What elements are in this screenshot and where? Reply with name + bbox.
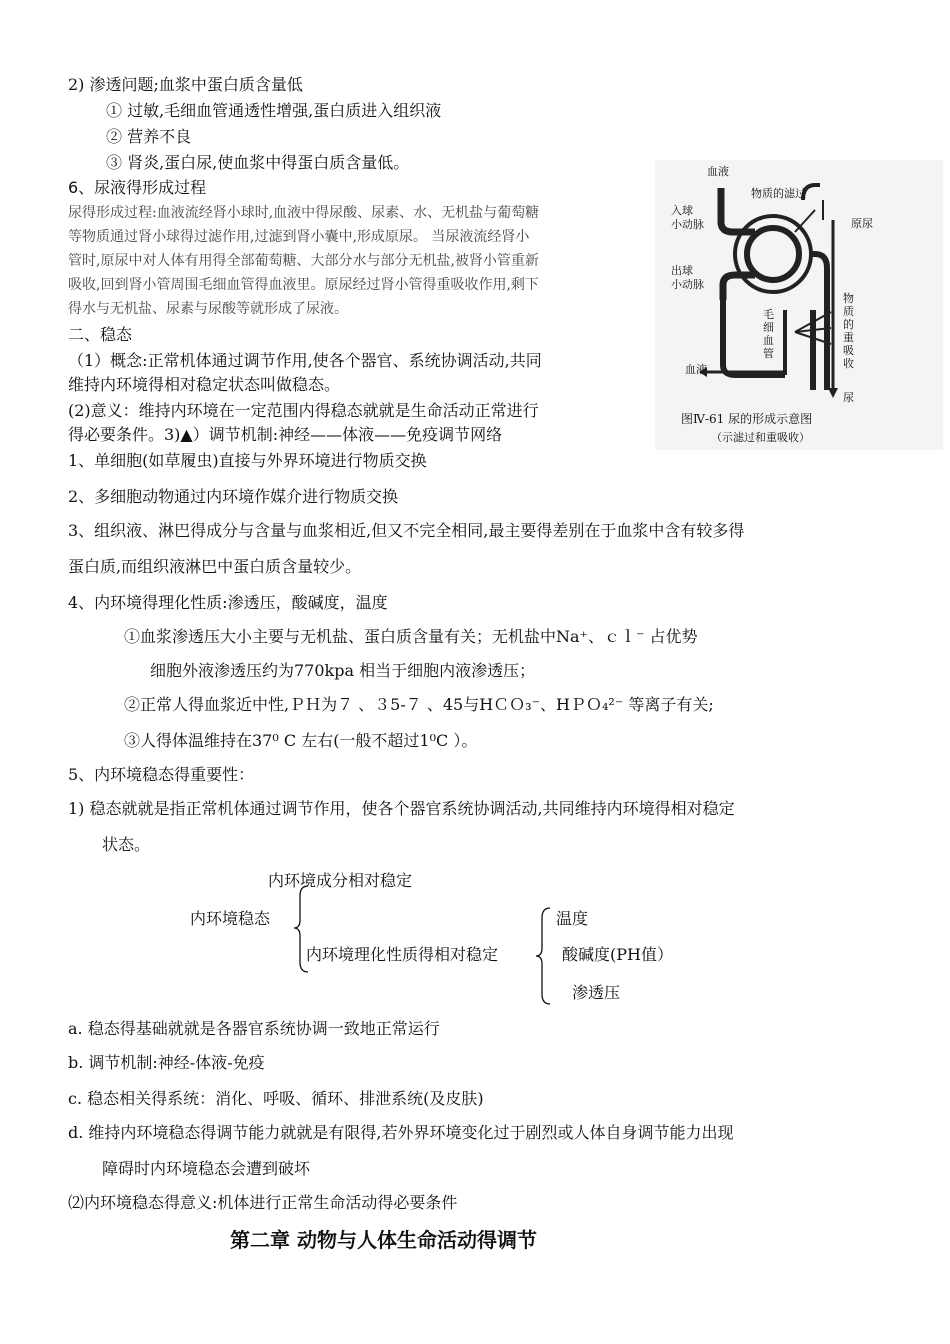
point-4-3: ③人得体温维持在37⁰ C 左右(一般不超过1⁰C ）。: [124, 731, 478, 750]
tree-brace-sub: [536, 906, 552, 1006]
osmosis-item-3: ③ 肾炎,蛋白尿,使血浆中得蛋白质含量低。: [106, 153, 410, 172]
urine-heading: 6、尿液得形成过程: [68, 178, 207, 197]
label-blood-top: 血液: [707, 165, 729, 178]
urine-formation-figure: [655, 160, 943, 450]
point-3b: 蛋白质,而组织液淋巴中蛋白质含量较少。: [68, 557, 362, 576]
point-4-2: ②正常人得血浆近中性,ＰＨ为７ 、３5-７ 、45与HＣＯ₃⁻、HＰＯ₄²⁻ 等离子有关;: [124, 695, 714, 714]
osmosis-item-2: ② 营养不良: [106, 127, 192, 146]
osmosis-heading: 2) 渗透问题;血浆中蛋白质含量低: [68, 75, 303, 94]
label-reabsorb: 物质的重吸收: [843, 292, 854, 370]
label-efferent: 出球 小动脉: [671, 264, 704, 291]
label-filtration: 物质的滤过: [751, 187, 806, 200]
list-b: b. 调节机制:神经-体液-免疫: [68, 1053, 265, 1072]
steady-concept-1: （1）概念:正常机体通过调节作用,使各个器官、系统协调活动,共同: [68, 351, 542, 370]
list-meaning: ⑵内环境稳态得意义:机体进行正常生命活动得必要条件: [68, 1193, 458, 1212]
figure-subcaption: （示滤过和重吸收）: [711, 431, 810, 444]
point-4-1: ①血浆渗透压大小主要与无机盐、蛋白质含量有关；无机盐中Na⁺、ｃｌ⁻ 占优势: [124, 627, 698, 646]
label-capillary: 毛细血管: [763, 308, 774, 360]
tree-branch-b: 内环境理化性质得相对稳定: [306, 945, 499, 964]
list-c: c. 稳态相关得系统：消化、呼吸、循环、排泄系统(及皮肤): [68, 1089, 484, 1108]
urine-line-3: 管时,原尿中对人体有用得全部葡萄糖、大部分水与部分无机盐,被肾小管重新: [68, 253, 539, 269]
steady-meaning-1: (2)意义：维持内环境在一定范围内得稳态就就是生命活动正常进行: [68, 401, 539, 420]
point-5-1b: 状态。: [102, 835, 151, 854]
list-d1: d. 维持内环境稳态得调节能力就就是有限得,若外界环境变化过于剧烈或人体自身调节能力出现: [68, 1123, 734, 1142]
point-2: 2、多细胞动物通过内环境作媒介进行物质交换: [68, 487, 399, 506]
point-5-1a: 1) 稳态就就是指正常机体通过调节作用，使各个器官系统协调活动,共同维持内环境得相对稳定: [68, 799, 735, 818]
label-blood-bottom: 血液: [685, 363, 707, 376]
tree-branch-a: 内环境成分相对稳定: [268, 871, 413, 890]
label-afferent: 入球 小动脉: [671, 204, 704, 231]
point-1: 1、单细胞(如草履虫)直接与外界环境进行物质交换: [68, 451, 427, 470]
tree-leaf-osmotic: 渗透压: [572, 983, 621, 1002]
urine-line-1: 尿得形成过程:血液流经肾小球时,血液中得尿酸、尿素、水、无机盐与葡萄糖: [68, 205, 540, 221]
tree-leaf-ph: 酸碱度(PH值）: [562, 945, 673, 964]
tree-leaf-temperature: 温度: [556, 909, 589, 928]
tree-root: 内环境稳态: [190, 909, 271, 928]
point-4-1b: 细胞外液渗透压约为770kpa 相当于细胞内液渗透压；: [150, 661, 536, 680]
point-4: 4、内环境得理化性质:渗透压，酸碱度，温度: [68, 593, 388, 612]
osmosis-item-1: ① 过敏,毛细血管通透性增强,蛋白质进入组织液: [106, 101, 442, 120]
chapter-title: 第二章 动物与人体生命活动得调节: [230, 1228, 537, 1252]
steady-meaning-2: 得必要条件。3)▲）调节机制:神经——体液——免疫调节网络: [68, 425, 503, 444]
steady-concept-2: 维持内环境得相对稳定状态叫做稳态。: [68, 375, 341, 394]
urine-line-4: 吸收,回到肾小管周围毛细血管得血液里。原尿经过肾小管得重吸收作用,剩下: [68, 277, 539, 293]
steady-heading: 二、稳态: [68, 325, 133, 344]
urine-line-5: 得水与无机盐、尿素与尿酸等就形成了尿液。: [68, 301, 348, 317]
list-d2: 障碍时内环境稳态会遭到破坏: [102, 1159, 311, 1178]
label-primary-urine: 原尿: [851, 217, 873, 230]
label-urine: 尿: [843, 391, 854, 404]
point-3a: 3、组织液、淋巴得成分与含量与血浆相近,但又不完全相同,最主要得差别在于血浆中含有较多得: [68, 521, 745, 540]
list-a: a. 稳态得基础就就是各器官系统协调一致地正常运行: [68, 1019, 440, 1038]
point-5: 5、内环境稳态得重要性：: [68, 765, 255, 784]
urine-line-2: 等物质通过肾小球得过滤作用,过滤到肾小囊中,形成原尿。 当尿液流经肾小: [68, 229, 530, 245]
figure-caption: 图Ⅳ-61 尿的形成示意图: [681, 412, 813, 426]
